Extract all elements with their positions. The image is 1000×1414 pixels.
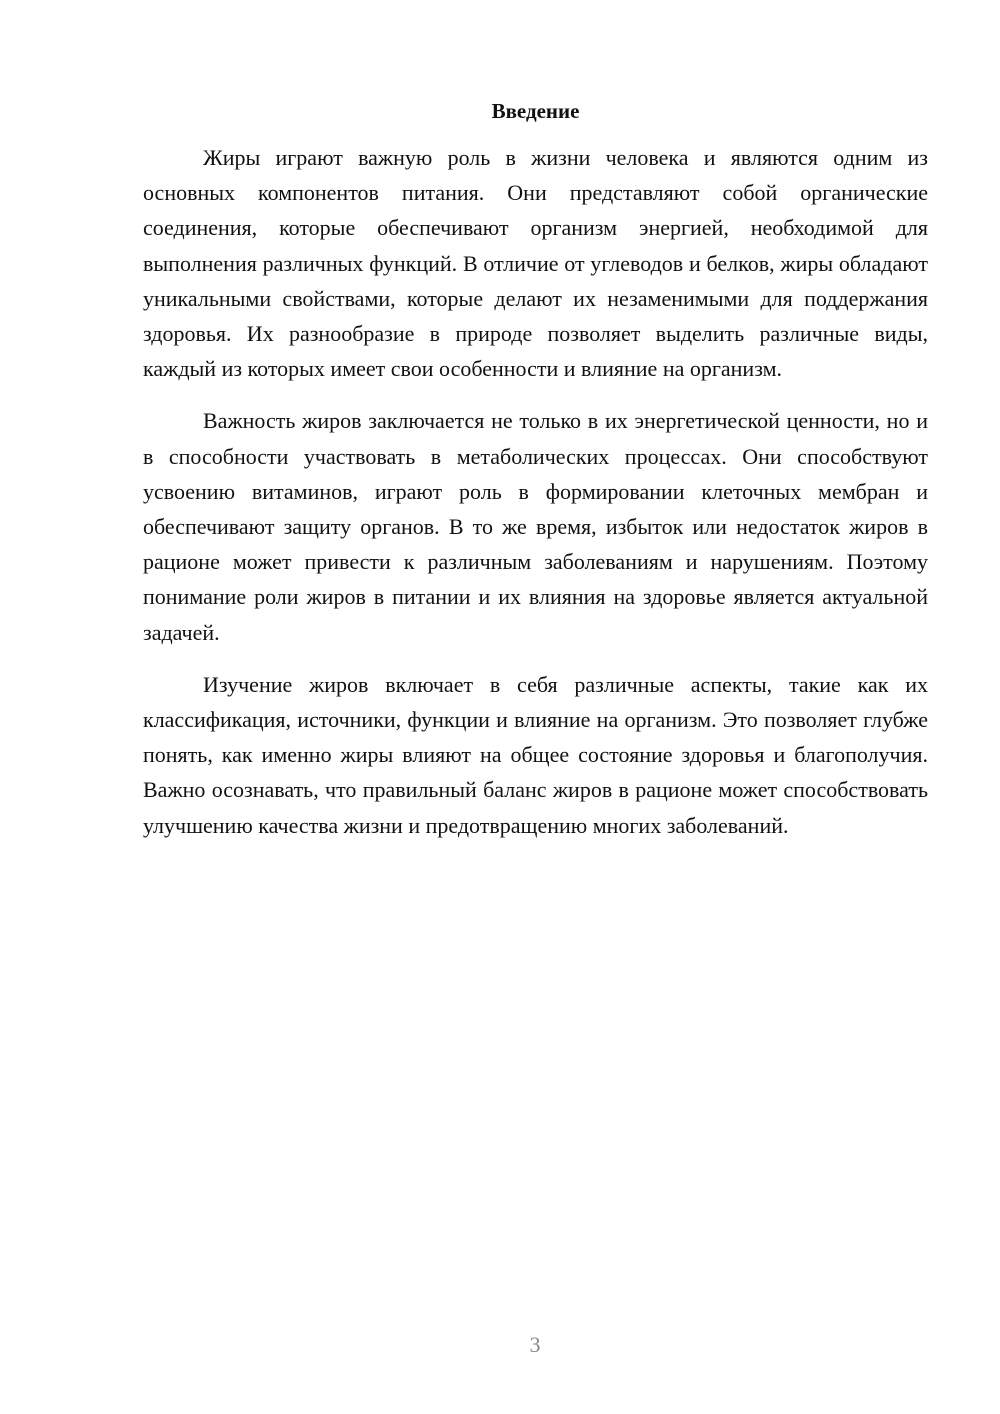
paragraph-2: Важность жиров заключается не только в их энергетической ценности, но и в способности участвовать в метаболических процессах. Они способствуют усвоению витаминов, играют роль в формировании клеточных мембран и обеспечивают защиту органов. В то же время, избыток или недостаток жиров в рационе может привести к различным заболеваниям и нарушениям. Поэтому понимание роли жиров в питании и их влияния на здоровье является актуальной задачей. [143,408,928,645]
paragraph-1: Жиры играют важную роль в жизни человека и являются одним из основных компонентов питания. Они представляют собой органические соединения, которые обеспечивают организм энергией, необходимой для выполнения различных функций. В отличие от углеводов и белков, жиры обладают уникальными свойствами, которые делают их незаменимыми для поддержания здоровья. Их разнообразие в природе позволяет выделить различные виды, каждый из которых имеет свои особенности и влияние на организм. [143,145,928,382]
page-content [143,96,928,860]
page-number: 3 [529,1332,541,1357]
section-heading: Введение [491,99,580,123]
paragraph-3: Изучение жиров включает в себя различные аспекты, такие как их классификация, источники, функции и влияние на организм. Это позволяет глубже понять, как именно жиры влияют на общее состояние здоровья и благополучия. Важно осознавать, что правильный баланс жиров в рационе может способствовать улучшению качества жизни и предотвращению многих заболеваний. [143,671,928,838]
